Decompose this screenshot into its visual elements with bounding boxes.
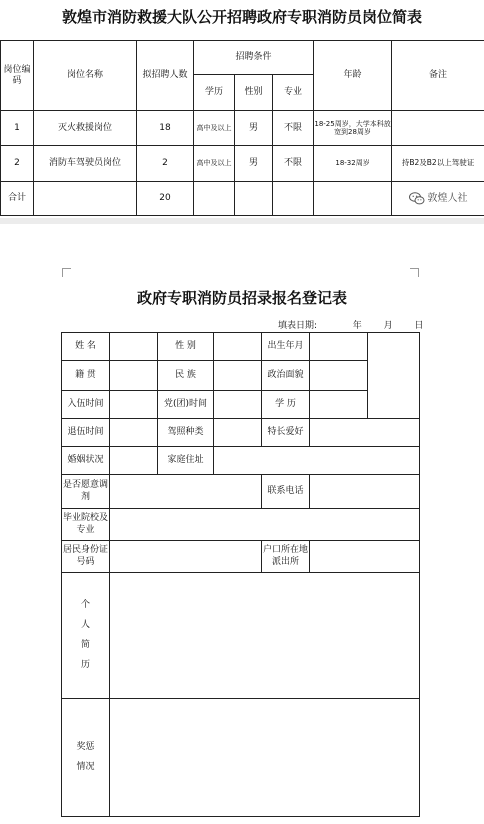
page-title: 敦煌市消防救援大队公开招聘政府专职消防员岗位简表 [61, 8, 422, 26]
label-phone: 联系电话 [262, 475, 310, 509]
field-license[interactable] [214, 419, 262, 447]
header-gender: 性别 [235, 75, 273, 111]
label-address: 家庭住址 [158, 447, 214, 475]
label-gender: 性 别 [158, 333, 214, 361]
field-party[interactable] [214, 391, 262, 419]
cell-code: 1 [1, 111, 34, 146]
label-education: 学 历 [262, 391, 310, 419]
header-major: 专业 [273, 75, 314, 111]
field-school[interactable] [110, 509, 420, 541]
cell-gender: 男 [235, 111, 273, 146]
label-political: 政治面貌 [262, 361, 310, 391]
fill-date-year: 年 [352, 321, 362, 331]
fill-date-month: 月 [383, 321, 393, 331]
fill-date-label: 填表日期: [278, 321, 318, 331]
field-phone[interactable] [310, 475, 420, 509]
header-count: 拟招聘人数 [137, 41, 194, 111]
field-adjust[interactable] [110, 475, 262, 509]
page-corner-mark [62, 268, 71, 277]
positions-table [0, 40, 484, 216]
cell-major: 不限 [273, 111, 314, 146]
label-marital: 婚姻状况 [62, 447, 110, 475]
field-education[interactable] [310, 391, 368, 419]
table-row [1, 111, 484, 146]
cell-name: 消防车驾驶员岗位 [34, 146, 137, 182]
header-name: 岗位名称 [34, 41, 137, 111]
header-conditions: 招聘条件 [194, 41, 314, 75]
cell-remarks [392, 111, 484, 146]
field-gender[interactable] [214, 333, 262, 361]
cell-remarks: 持B2及B2以上驾驶证 [392, 146, 484, 182]
label-school: 毕业院校及专业 [62, 509, 110, 541]
cell-education: 高中及以上 [194, 146, 235, 182]
label-hukou: 户口所在地派出所 [262, 541, 310, 573]
field-discharge[interactable] [110, 419, 158, 447]
label-resume: 个 人 简 历 [62, 573, 110, 699]
cell-age: 18-25周岁，大学本科放宽到28周岁 [314, 111, 392, 146]
page-corner-mark [410, 268, 419, 277]
field-resume[interactable] [110, 573, 420, 699]
label-birth: 出生年月 [262, 333, 310, 361]
label-party: 党(团)时间 [158, 391, 214, 419]
watermark [392, 192, 484, 205]
header-code: 岗位编码 [1, 41, 34, 111]
header-remarks: 备注 [392, 41, 484, 111]
fill-date [278, 318, 423, 331]
watermark-text: 敦煌人社 [427, 192, 468, 204]
total-count: 20 [137, 182, 194, 216]
label-discharge: 退伍时间 [62, 419, 110, 447]
label-skills: 特长爱好 [262, 419, 310, 447]
field-birth[interactable] [310, 333, 368, 361]
cell-education: 高中及以上 [194, 111, 235, 146]
label-enlist: 入伍时间 [62, 391, 110, 419]
label-id: 居民身份证号码 [62, 541, 110, 573]
label-awards: 奖惩 情况 [62, 699, 110, 817]
fill-date-day: 日 [414, 321, 424, 331]
label-native: 籍 贯 [62, 361, 110, 391]
field-skills[interactable] [310, 419, 420, 447]
cell-age: 18-32周岁 [314, 146, 392, 182]
header-age: 年龄 [314, 41, 392, 111]
label-name: 姓 名 [62, 333, 110, 361]
field-name[interactable] [110, 333, 158, 361]
cell-code: 2 [1, 146, 34, 182]
cell-count: 2 [137, 146, 194, 182]
total-row [1, 182, 484, 216]
cell-gender: 男 [235, 146, 273, 182]
field-ethnicity[interactable] [214, 361, 262, 391]
label-license: 驾照种类 [158, 419, 214, 447]
label-ethnicity: 民 族 [158, 361, 214, 391]
field-address[interactable] [214, 447, 420, 475]
wechat-icon [409, 192, 425, 205]
registration-form [61, 332, 420, 817]
field-id[interactable] [110, 541, 262, 573]
cell-name: 灭火救援岗位 [34, 111, 137, 146]
photo-box[interactable] [368, 333, 420, 419]
field-enlist[interactable] [110, 391, 158, 419]
field-marital[interactable] [110, 447, 158, 475]
cell-major: 不限 [273, 146, 314, 182]
header-education: 学历 [194, 75, 235, 111]
field-awards[interactable] [110, 699, 420, 817]
total-label: 合计 [1, 182, 34, 216]
cell-count: 18 [137, 111, 194, 146]
label-adjust: 是否愿意调剂 [62, 475, 110, 509]
field-hukou[interactable] [310, 541, 420, 573]
field-political[interactable] [310, 361, 368, 391]
page-separator [0, 218, 484, 224]
table-row [1, 146, 484, 182]
field-native[interactable] [110, 361, 158, 391]
form-title: 政府专职消防员招录报名登记表 [136, 289, 347, 307]
